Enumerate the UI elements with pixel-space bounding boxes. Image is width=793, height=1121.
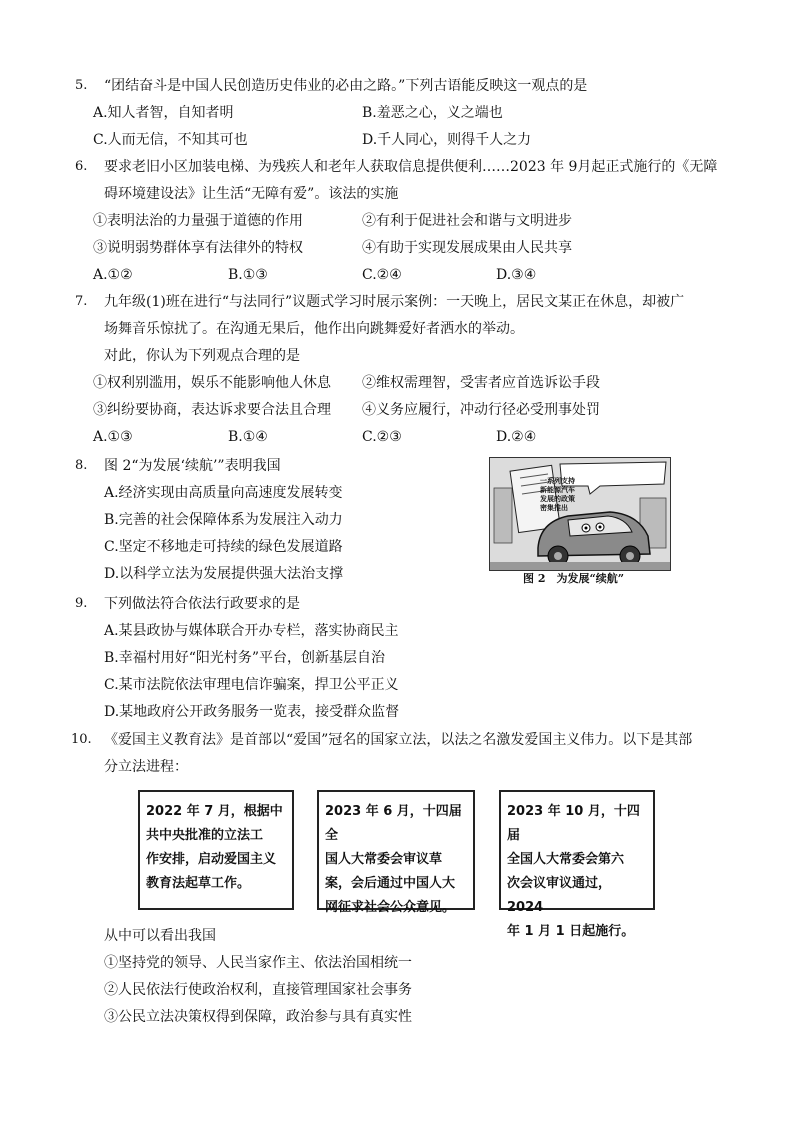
question-8-option-a: A.经济实现由高质量向高速度发展转变 — [104, 485, 343, 501]
question-5-option-b: B.羞恶之心，义之端也 — [362, 105, 503, 121]
question-8-stem: 图 2“为发展‘续航’”表明我国 — [104, 458, 281, 474]
question-6-stem-line1: 要求老旧小区加装电梯、为残疾人和老年人获取信息提供便利……2023 年 9月起正式施行的《无障 — [104, 159, 718, 175]
timeline-box-3-line-3: 次会议审议通过，2024 — [507, 876, 612, 915]
question-7-option-c: C.②③ — [362, 429, 402, 445]
question-6-number: 6. — [75, 159, 88, 174]
question-9-number: 9. — [75, 596, 88, 611]
question-7-option-d: D.②④ — [496, 429, 537, 445]
question-7-item-4: ④义务应履行，冲动行径必受刑事处罚 — [362, 402, 600, 418]
question-7-stem-line3: 对此，你认为下列观点合理的是 — [104, 348, 300, 364]
timeline-box-1-line-1: 2022 年 7 月，根据中 — [146, 804, 283, 819]
question-8-number: 8. — [75, 458, 88, 473]
timeline-box-3-line-2: 全国人大常委会第六 — [507, 852, 625, 867]
question-6-option-a: A.①② — [93, 267, 133, 283]
cartoon-car-illustration — [490, 458, 670, 570]
timeline-box-2-line-1: 2023 年 6 月，十四届全 — [325, 804, 462, 843]
question-9-option-a: A.某县政协与媒体联合开办专栏，落实协商民主 — [104, 623, 399, 639]
timeline-box-1-line-4: 教育法起草工作。 — [146, 876, 251, 891]
timeline-box-2-line-4: 网征求社会公众意见。 — [325, 900, 456, 915]
question-7-stem-line1: 九年级(1)班在进行“与法同行”议题式学习时展示案例：一天晚上，居民文某正在休息，却被广 — [104, 294, 685, 310]
timeline-box-3-line-4: 年 1 月 1 日起施行。 — [507, 924, 635, 939]
question-10-item-1: ①坚持党的领导、人民当家作主、依法治国相统一 — [104, 955, 412, 971]
question-6-option-c: C.②④ — [362, 267, 402, 283]
timeline-box-2022-07 — [138, 790, 294, 910]
question-5-option-c: C.人而无信，不知其可也 — [93, 132, 248, 148]
question-7-option-b: B.①④ — [228, 429, 268, 445]
question-10-stem-line2: 分立法进程： — [104, 759, 188, 775]
question-7-number: 7. — [75, 294, 88, 309]
cartoon-paper-text: 一系列支持新能源汽车发展的政策密集推出 — [540, 476, 575, 512]
figure-2-cartoon — [489, 457, 671, 571]
question-5-option-d: D.千人同心，则得千人之力 — [362, 132, 532, 148]
question-6-item-1: ①表明法治的力量强于道德的作用 — [93, 213, 303, 229]
question-5-number: 5. — [75, 78, 88, 93]
timeline-box-1-line-2: 共中央批准的立法工 — [146, 828, 264, 843]
question-8-option-b: B.完善的社会保障体系为发展注入动力 — [104, 512, 343, 528]
question-10-stem-line3: 从中可以看出我国 — [104, 928, 216, 944]
question-5-option-a: A.知人者智，自知者明 — [93, 105, 234, 121]
question-8-option-c: C.坚定不移地走可持续的绿色发展道路 — [104, 539, 343, 555]
question-6-option-d: D.③④ — [496, 267, 537, 283]
question-9-option-b: B.幸福村用好“阳光村务”平台，创新基层自治 — [104, 650, 386, 666]
question-10-stem-line1: 《爱国主义教育法》是首部以“爱国”冠名的国家立法，以法之名激发爱国主义伟力。以下是其部 — [104, 732, 693, 748]
question-6-item-4: ④有助于实现发展成果由人民共享 — [362, 240, 572, 256]
timeline-box-1-line-3: 作安排，启动爱国主义 — [146, 852, 277, 867]
question-7-option-a: A.①③ — [93, 429, 133, 445]
timeline-box-3-line-1: 2023 年 10 月，十四届 — [507, 804, 640, 843]
question-9-stem: 下列做法符合依法行政要求的是 — [104, 596, 300, 612]
question-7-stem-line2: 场舞音乐惊扰了。在沟通无果后，他作出向跳舞爱好者洒水的举动。 — [104, 321, 524, 337]
timeline-box-2-line-3: 案，会后通过中国人大 — [325, 876, 456, 891]
question-6-item-3: ③说明弱势群体享有法律外的特权 — [93, 240, 303, 256]
question-9-option-c: C.某市法院依法审理电信诈骗案，捍卫公平正义 — [104, 677, 399, 693]
question-10-number: 10. — [71, 732, 92, 747]
figure-2-caption: 图 2 为发展“续航” — [523, 572, 625, 585]
question-8-option-d: D.以科学立法为发展提供强大法治支撑 — [104, 566, 344, 582]
timeline-box-2023-06 — [317, 790, 475, 915]
question-10-item-3: ③公民立法决策权得到保障，政治参与具有真实性 — [104, 1009, 412, 1025]
question-6-item-2: ②有利于促进社会和谐与文明进步 — [362, 213, 572, 229]
question-10-item-2: ②人民依法行使政治权利，直接管理国家社会事务 — [104, 982, 412, 998]
question-6-option-b: B.①③ — [228, 267, 268, 283]
question-6-stem-line2: 碍环境建设法》让生活“无障有爱”。该法的实施 — [104, 186, 399, 202]
question-7-item-1: ①权利别滥用，娱乐不能影响他人休息 — [93, 375, 331, 391]
question-5-stem: “团结奋斗是中国人民创造历史伟业的必由之路。”下列古语能反映这一观点的是 — [104, 78, 588, 94]
question-9-option-d: D.某地政府公开政务服务一览表，接受群众监督 — [104, 704, 400, 720]
question-7-item-3: ③纠纷要协商，表达诉求要合法且合理 — [93, 402, 331, 418]
timeline-box-2-line-2: 国人大常委会审议草 — [325, 852, 443, 867]
question-7-item-2: ②维权需理智，受害者应首选诉讼手段 — [362, 375, 600, 391]
timeline-box-2023-10 — [499, 790, 655, 939]
